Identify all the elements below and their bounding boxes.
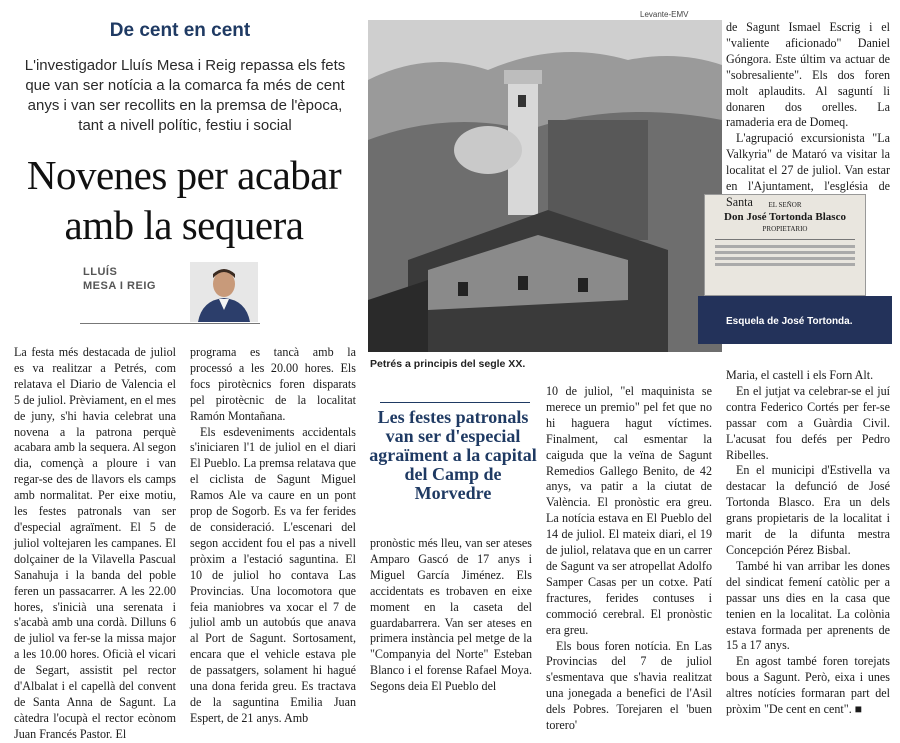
- author-divider: [80, 323, 260, 324]
- column-5-bottom-paragraph-4: També hi van arribar les dones del sindicat femení catòlic per a passar uns dies en la casa que tenien en la localitat. La colònia estava formada per aprenents de 15 a 17 anys.: [726, 558, 890, 653]
- column-3-paragraph: pronòstic més lleu, van ser ateses Amparo Gascó de 17 anys i Miguel García Jiménez. Els accidentats es trobaven en eixe moment en la caseta del guardabarrera. Van ser ateses en primera instància pel metge de la "Companyia del Norte" Esteban Blanco i el forense Rafael Moya. Segons deia El Pueblo del: [370, 536, 532, 694]
- column-2-paragraph-1: programa es tancà amb la processó a les 20.00 hores. Els focs pirotècnics foren disparats pel pirotècnic de la localitat Ramón Montañana.: [190, 345, 356, 423]
- author-first-name: LLUÍS: [83, 266, 118, 278]
- esquela-caption: Esquela de José Tortonda.: [726, 316, 853, 327]
- column-3: [370, 536, 532, 695]
- column-4-paragraph-2: Els bous foren notícia. En Las Provincias del 7 de juliol s'esmentava que s'havia realitzat una jonegada a benefici de l'Asil dels Pobres. Torejaren el 'buen torero': [546, 638, 712, 733]
- column-5-top-paragraph-2: L'agrupació excursionista "La Valkyria" de Mataró va visitar la localitat el 27 de juliol. Van estar en l'Ajuntament, l'església de Santa: [726, 131, 890, 209]
- column-5-bottom-paragraph-3: En el municipi d'Estivella va destacar la defunció de José Tortonda Blasco. Era un dels grans propietaris de la localitat i marit de la difunta mestra Concepción Pérez Bisbal.: [726, 463, 890, 557]
- author-photo: [190, 262, 258, 322]
- subhead: Les festes patronals van ser d'especial agraïment a la capital del Camp de Morvedre: [369, 407, 537, 503]
- photo-caption: Petrés a principis del segle XX.: [370, 358, 526, 370]
- column-2-paragraph-2: Els esdeveniments accidentals s'iniciaren l'1 de juliol en el diari El Pueblo. La premsa relatava que el ciclista de Sagunt Miguel Ramos Ale va caure en un pont prop de Sogorb. Es va fer ferides de consideració. L'escenari del segon accident fou el pas a nivell pròxim a l'estació saguntina. El 10 de juliol ho contava Las Provincias. Una locomotora que feia maniobres va xocar el 7 de juliol amb un autobús que anava al Port de Sagunt. Sortosament, encara que el vehicle estava ple de passatgers, solament hi hagué una dona ferida greu. Es tractava de la saguntina Emilia Juan Espert, de 21 anys. Amb: [190, 424, 356, 725]
- column-4: [546, 384, 712, 734]
- article-headline: Novenes per acabar amb la sequera: [26, 152, 342, 248]
- column-2: [190, 345, 356, 727]
- column-1-paragraph: La festa més destacada de juliol es va realitzar a Petrés, com relatava el Diario de Valencia el 5 de juliol. Prèviament, en el mes de juny, s'hi havia celebrat una novena a la patrona perquè acabara amb la sequera. Al segon dia, començà a ploure i van regar-se des de llavors els camps amb normalitat. Per eixe motiu, les festes patronals van ser d'especial agraïment. El 5 de juliol voltejaren les campanes. El dolçainer de la Vilavella Pascual Sanahuja i la banda del poble feren un passacarrer. A les 22.00 hores, s'inicià una serenata i s'acabà amb una cordà. Dilluns 6 de juliol va fer-se la missa major a les 10.00 hores. Oficià el vicari de Segart, assistit pel rector d'Albalat i el capellà del convent de Santa Anna de Sagunt. La càtedra l'ocupà el rector ecònom Juan Francés Pastor. El: [14, 345, 176, 741]
- column-5-bottom-paragraph-1: Maria, el castell i els Forn Alt.: [726, 368, 874, 382]
- column-4-paragraph-1: 10 de juliol, "el maquinista se merece un premio" pel fet que no hi haguera hagut víctimes. Finalment, cal esmentar la caiguda que la veïna de Sagunt Remedios Gallego Benito, de 42 anys, va patir a la ciutat de València. El pronòstic era greu. La notícia estava en El Pueblo del 14 de juliol. El mateix diari, el 19 de juliol, relatava que en un carrer de Sagunt va ser atropellat Adolfo Samper Casas per un cotxe. Patí fractures, ferides contuses i commoció cerebral. El pronòstic era greu.: [546, 384, 712, 637]
- author-byline: [83, 265, 193, 293]
- column-5-bottom: [726, 368, 890, 718]
- column-5-top: [726, 20, 890, 211]
- column-5-bottom-paragraph-5: En agost també foren torejats bous a Sagunt. Però, eixa i unes altres notícies formaran part del pròxim "De cent en cent". ■: [726, 654, 890, 717]
- article-subtitle: L'investigador Lluís Mesa i Reig repassa els fets que van ser notícia a la comarca fa més de cent anys i van ser recollits en la premsa de l'època, tant a nivell polític, festiu i social: [24, 57, 346, 134]
- village-photo: [368, 20, 722, 352]
- photo-credit: Levante-EMV: [640, 10, 689, 19]
- subhead-rule: [380, 402, 530, 403]
- esquela-role: PROPIETARIO: [762, 225, 808, 233]
- author-last-name: MESA I REIG: [83, 280, 156, 292]
- esquela-top: EL SEÑOR: [768, 201, 802, 209]
- esquela-name: Don José Tortonda Blasco: [724, 211, 846, 223]
- section-label: De cent en cent: [109, 20, 251, 41]
- column-1: [14, 345, 176, 743]
- column-5-bottom-paragraph-2: En el jutjat va celebrar-se el juí contra Federico Cortés per fer-se passar com a Guàrdia Civil. L'acusat fou defés per Pedro Ribelles.: [726, 383, 890, 462]
- column-5-top-paragraph-1: de Sagunt Ismael Escrig i el "valiente aficionado" Daniel Góngora. Este últim va actuar de "sobresaliente". Els dos foren molt aplaudits. Al saguntí li donaren dos orelles. La ramaderia era de Domeq.: [726, 20, 890, 130]
